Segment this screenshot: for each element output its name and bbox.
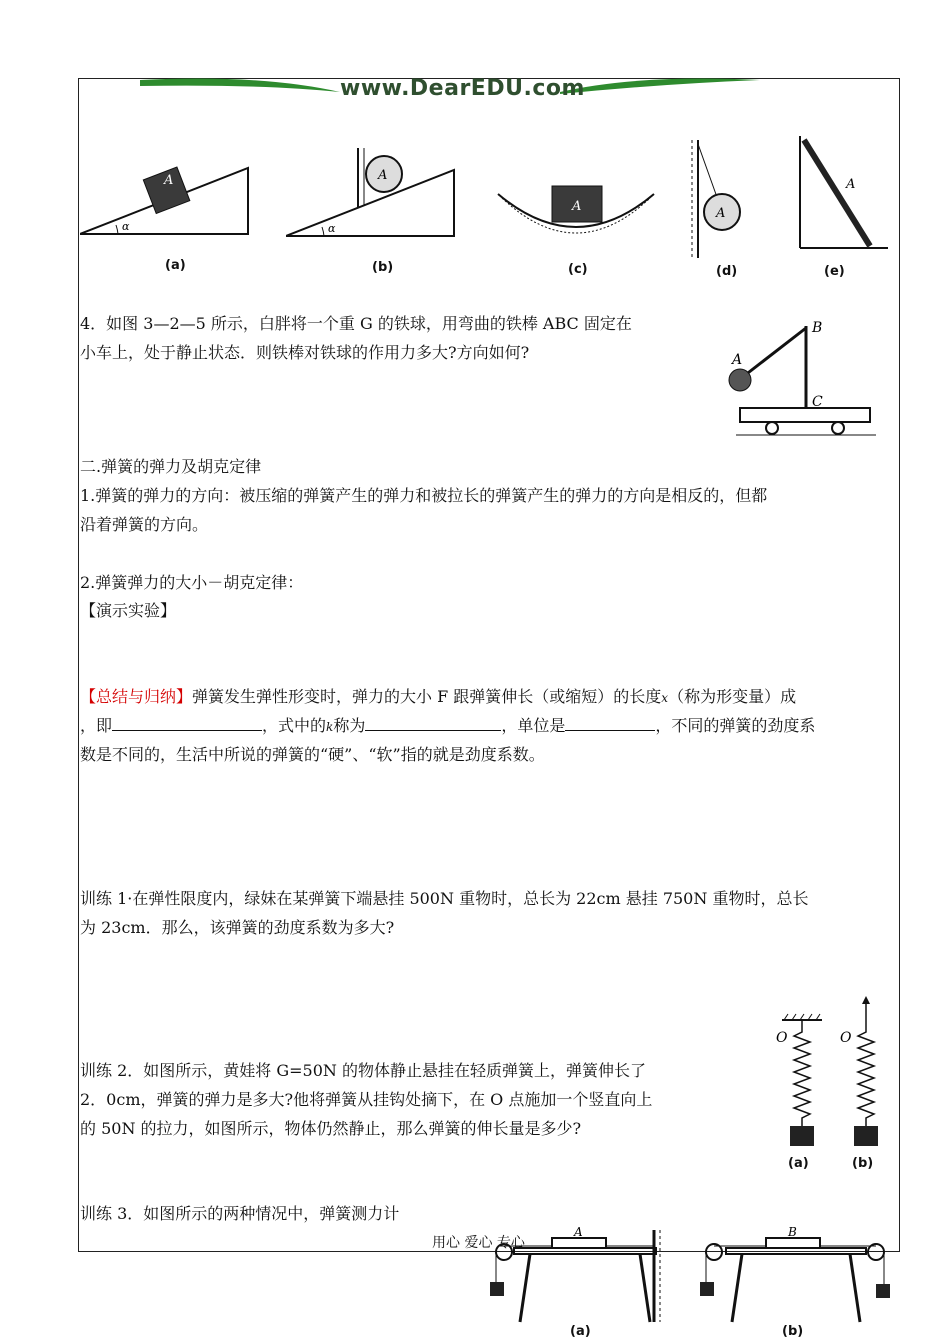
figure-d-hanging-ball xyxy=(688,140,758,260)
svg-text:α: α xyxy=(122,220,130,233)
spring-caption-a: (a) xyxy=(788,1156,809,1171)
train2-line2: 2．0cm，弹簧的弹力是多大?他将弹簧从挂钩处摘下，在 O 点施加一个竖直向上 xyxy=(80,1090,653,1109)
figure-a-incline xyxy=(80,150,250,240)
caption-a: (a) xyxy=(165,258,186,273)
summary-tag: 【总结与归纳】 xyxy=(80,687,193,706)
figure-springs xyxy=(770,996,890,1156)
section2-p2: 2.弹簧弹力的大小－胡克定律： xyxy=(80,573,304,592)
section2-p1-line1: 1.弹簧的弹力的方向：被压缩的弹簧产生的弹力和被拉长的弹簧产生的弹力的方向是相反的，但都 xyxy=(80,486,768,505)
caption-b: (b) xyxy=(372,260,394,275)
figure-b-ball-incline xyxy=(286,148,456,240)
summary-line2: ，即 ，式中的k称为 ，单位是 ，不同的弹簧的劲度系 xyxy=(80,716,816,735)
footer-text: 用心 爱心 专心 xyxy=(432,1235,525,1251)
table-caption-b: (b) xyxy=(782,1324,804,1339)
site-title: www.DearEDU.com xyxy=(340,76,585,101)
svg-text:A: A xyxy=(574,1226,583,1239)
table-caption-a: (a) xyxy=(570,1324,591,1339)
q4-line2: 小车上，处于静止状态．则铁棒对铁球的作用力多大?方向如何? xyxy=(80,343,530,362)
svg-text:A: A xyxy=(378,168,388,183)
caption-e: (e) xyxy=(824,264,845,279)
svg-text:O: O xyxy=(840,1030,852,1046)
section2-p1-line2: 沿着弹簧的方向。 xyxy=(80,515,209,534)
svg-text:C: C xyxy=(812,394,823,410)
summary-line1: 【总结与归纳】弹簧发生弹性形变时，弹力的大小 F 跟弹簧伸长（或缩短）的长度x（称为形变量）成 xyxy=(80,687,797,706)
section2-title: 二.弹簧的弹力及胡克定律 xyxy=(80,457,262,476)
figure-table-a xyxy=(490,1226,670,1326)
svg-text:A: A xyxy=(572,199,582,214)
figure-e-leaning-rod xyxy=(794,136,890,252)
blank-formula[interactable] xyxy=(112,714,262,731)
train2-line3: 的 50N 的拉力，如图所示，物体仍然静止，那么弹簧的伸长量是多少? xyxy=(80,1119,582,1138)
figure-table-b xyxy=(700,1226,890,1326)
q4-line1: 4．如图 3—2—5 所示，白胖将一个重 G 的铁球，用弯曲的铁棒 ABC 固定在 xyxy=(80,314,632,333)
blank-k-name[interactable] xyxy=(365,714,501,731)
svg-text:A: A xyxy=(732,352,743,368)
summary-line3: 数是不同的，生活中所说的弹簧的“硬”、“软”指的就是劲度系数。 xyxy=(80,745,545,764)
svg-text:B: B xyxy=(788,1226,797,1239)
svg-text:A: A xyxy=(716,206,726,221)
train1-line2: 为 23cm．那么，该弹簧的劲度系数为多大? xyxy=(80,918,395,937)
train2-line1: 训练 2．如图所示，黄娃将 G=50N 的物体静止悬挂在轻质弹簧上，弹簧伸长了 xyxy=(80,1061,646,1080)
svg-text:A: A xyxy=(164,173,174,188)
train1-line1: 训练 1·在弹性限度内，绿妹在某弹簧下端悬挂 500N 重物时，总长为 22cm 悬挂 750N 重物时，总长 xyxy=(80,889,809,908)
svg-text:A: A xyxy=(846,177,856,192)
svg-text:B: B xyxy=(812,320,823,336)
figure-cart-bent-rod xyxy=(722,318,882,446)
svg-text:O: O xyxy=(776,1030,788,1046)
train3-line1: 训练 3．如图所示的两种情况中，弹簧测力计 xyxy=(80,1204,400,1223)
spring-caption-b: (b) xyxy=(852,1156,874,1171)
caption-c: (c) xyxy=(568,262,588,277)
demo-heading: 【演示实验】 xyxy=(80,601,177,620)
blank-unit[interactable] xyxy=(565,714,655,731)
figure-c-curved-surface xyxy=(496,180,656,240)
caption-d: (d) xyxy=(716,264,738,279)
svg-text:α: α xyxy=(328,222,336,235)
